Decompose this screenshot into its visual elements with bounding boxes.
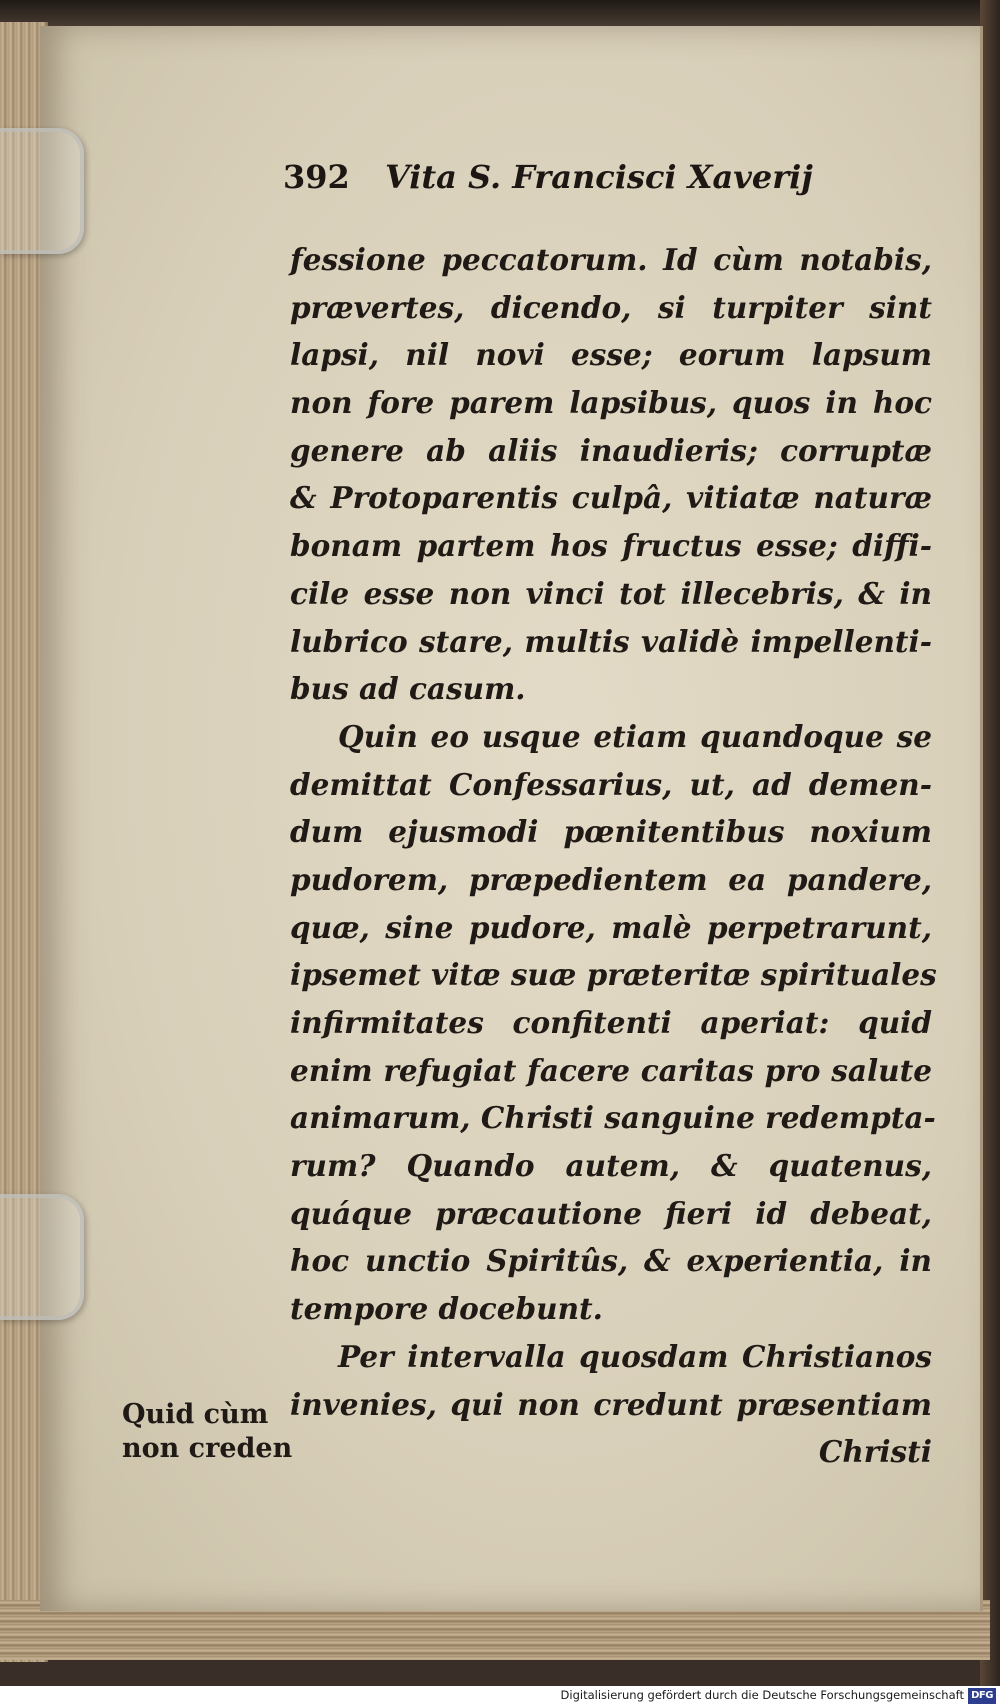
text-line: genere ab aliis inaudieris; corruptæ (290, 432, 932, 468)
text-line: ipsemet vitæ suæ præteritæ spirituales (290, 957, 937, 993)
text-line: lubrico stare, multis validè impellenti- (290, 623, 932, 659)
paragraph-start-line: Quin eo usque etiam quandoque se (338, 718, 932, 754)
running-title: Vita S. Francisci Xaverij (384, 158, 813, 196)
text-line: quáque præcautione fieri id debeat, (290, 1195, 932, 1231)
text-line: pudorem, præpedientem ea pandere, (290, 861, 932, 897)
text-line: demittat Confessarius, ut, ad demen- (290, 766, 932, 802)
backdrop-top (0, 0, 1000, 28)
marginal-note (122, 1398, 293, 1466)
text-line: bonam partem hos fructus esse; diffi- (290, 528, 932, 564)
text-line: fessione peccatorum. Id cùm notabis, (290, 242, 932, 277)
dfg-logo: DFG (968, 1688, 996, 1704)
text-line: non fore parem lapsibus, quos in hoc (290, 385, 932, 421)
text-line: rum? Quando autem, & quatenus, (290, 1148, 932, 1184)
text-line: animarum, Christi sanguine redempta- (290, 1100, 936, 1136)
text-line: bus ad casum. (290, 671, 526, 707)
body-text (290, 236, 937, 1476)
paragraph-start-line: Per intervalla quosdam Christianos (338, 1338, 932, 1374)
text-line: cile esse non vinci tot illecebris, & in (290, 575, 932, 611)
text-line: tempore docebunt. (290, 1291, 603, 1327)
text-line: invenies, qui non credunt præsentiam (290, 1386, 932, 1422)
page-clip-top (0, 128, 84, 254)
footer-credit: Digitalisierung gefördert durch die Deutsche Forschungsgemeinschaft (560, 1688, 964, 1702)
backdrop-right (980, 0, 1000, 1707)
page-number: 392 (283, 158, 350, 196)
text-line: & Protoparentis culpâ, vitiatæ naturæ (290, 480, 932, 516)
text-line: enim refugiat facere caritas pro salute (290, 1052, 932, 1088)
text-line: infirmitates confitenti aperiat: quid (290, 1005, 932, 1040)
text-line: prævertes, dicendo, si turpiter sint (290, 289, 932, 325)
marginal-note-line: Quid cùm (122, 1399, 269, 1430)
digitization-footer (0, 1686, 1000, 1707)
page-clip-bottom (0, 1194, 84, 1320)
running-header (283, 158, 883, 214)
catchword: Christi (818, 1434, 932, 1470)
marginal-note-line: non creden (122, 1433, 293, 1464)
text-line: lapsi, nil novi esse; eorum lapsum (290, 337, 932, 373)
text-line: quæ, sine pudore, malè perpetrarunt, (290, 909, 932, 945)
text-line: dum ejusmodi pœnitentibus noxium (290, 814, 932, 850)
text-line: hoc unctio Spiritûs, & experientia, in (290, 1243, 932, 1279)
